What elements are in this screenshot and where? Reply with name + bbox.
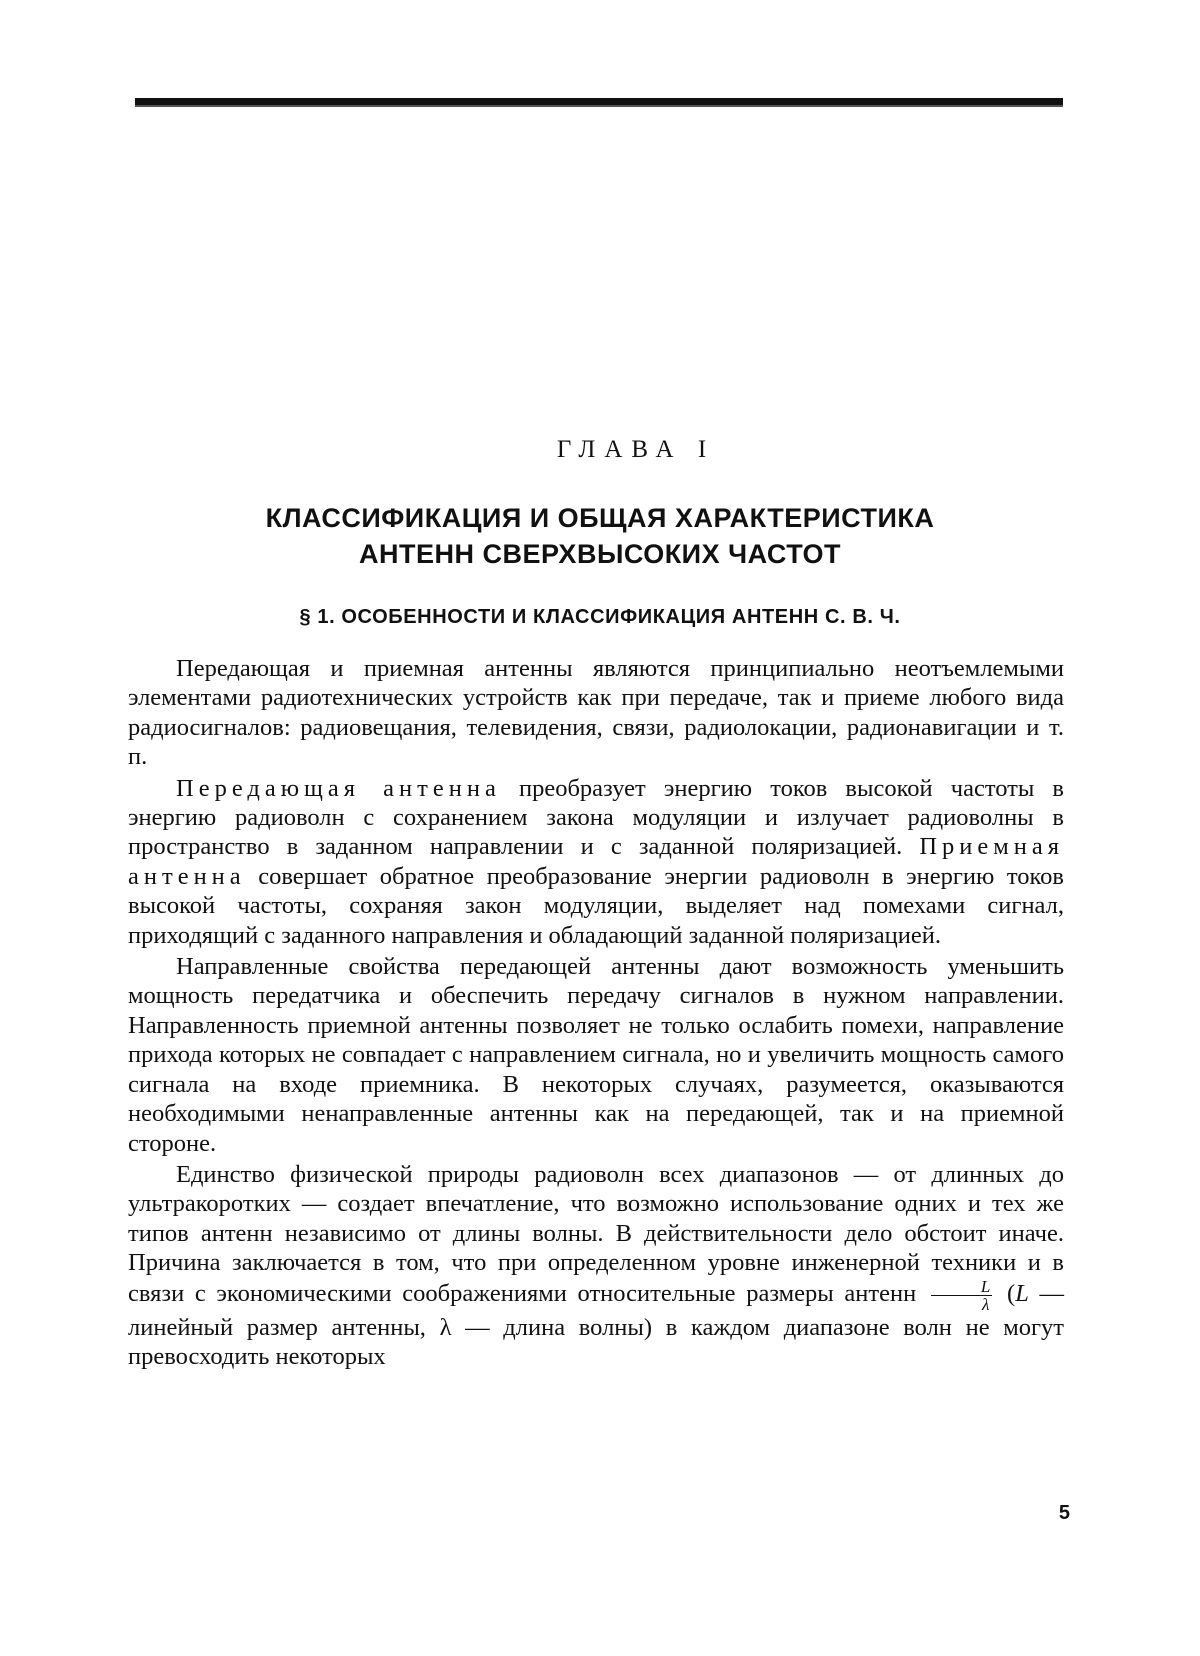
- paragraph-2-part2: совершает обратное преобразование энергии радиоволн в энергию токов высокой частоты, сохраняя закон модуляции, выделяет над помехами сигнал, приходящий с заданного направления и обладающий заданной поляризацией.: [128, 862, 1064, 949]
- fraction-denominator: λ: [981, 1294, 990, 1314]
- paragraph-2-part1: преобразует энергию токов высокой частоты в энергию радиоволн с сохранением закона модуляции и излучает радиоволны в пространство в заданном направлении и с заданной поляризацией.: [128, 774, 1064, 861]
- body-text: [128, 654, 1064, 1373]
- paragraph-2: [128, 774, 1064, 950]
- chapter-title-line1: КЛАССИФИКАЦИЯ И ОБЩАЯ ХАРАКТЕРИСТИКА: [265, 503, 935, 533]
- term-transmitting-antenna: Передающая антенна: [176, 774, 501, 802]
- fraction-l-over-lambda: [931, 1278, 992, 1313]
- paragraph-4: [128, 1160, 1064, 1371]
- paren-open: (: [1007, 1279, 1016, 1307]
- chapter-title: [160, 500, 1040, 572]
- section-title: § 1. ОСОБЕННОСТИ И КЛАССИФИКАЦИЯ АНТЕНН С. В. Ч.: [299, 606, 901, 628]
- paragraph-3: Направленные свойства передающей антенны дают возможность уменьшить мощность передатчика и обеспечить передачу сигналов в нужном направлении. Направленность приемной антенны позволяет не только ослабить помехи, направление прихода которых не совпадает с направлением сигнала, но и увеличить мощность самого сигнала на входе приемника. В некоторых случаях, разумеется, оказываются необходимыми ненаправленные антенны как на передающей, так и на приемной стороне.: [128, 953, 1064, 1157]
- fraction-numerator: L: [931, 1278, 992, 1296]
- paragraph-4-part1: Единство физической природы радиоволн всех диапазонов — от длинных до ультракоротких — создает впечатление, что возможно использование одних и тех же типов антенн независимо от длины волны. В действительности дело обстоит иначе. Причина заключается в том, что при определенном уровне инженерной техники и в связи с экономическими соображениями относительные размеры антенн: [128, 1160, 1064, 1307]
- paragraph-4-part2: — линейный размер антенны, λ — длина волны) в каждом диапазоне волн не могут превосходить некоторых: [128, 1279, 1065, 1370]
- page-number: 5: [1058, 1502, 1070, 1524]
- chapter-label: ГЛАВА I: [556, 436, 716, 463]
- symbol-l: L: [1015, 1279, 1029, 1307]
- term-receiving-antenna: Приемная антенна: [128, 833, 1064, 890]
- paragraph-1: Передающая и приемная антенны являются принципиально неотъемлемыми элементами радиотехнических устройств как при передаче, так и приеме любого вида радиосигналов: радиовещания, телевидения, связи, радиолокации, радионавигации и т. п.: [128, 655, 1064, 771]
- top-rule: [135, 98, 1063, 107]
- chapter-title-line2: АНТЕНН СВЕРХВЫСОКИХ ЧАСТОТ: [358, 539, 842, 569]
